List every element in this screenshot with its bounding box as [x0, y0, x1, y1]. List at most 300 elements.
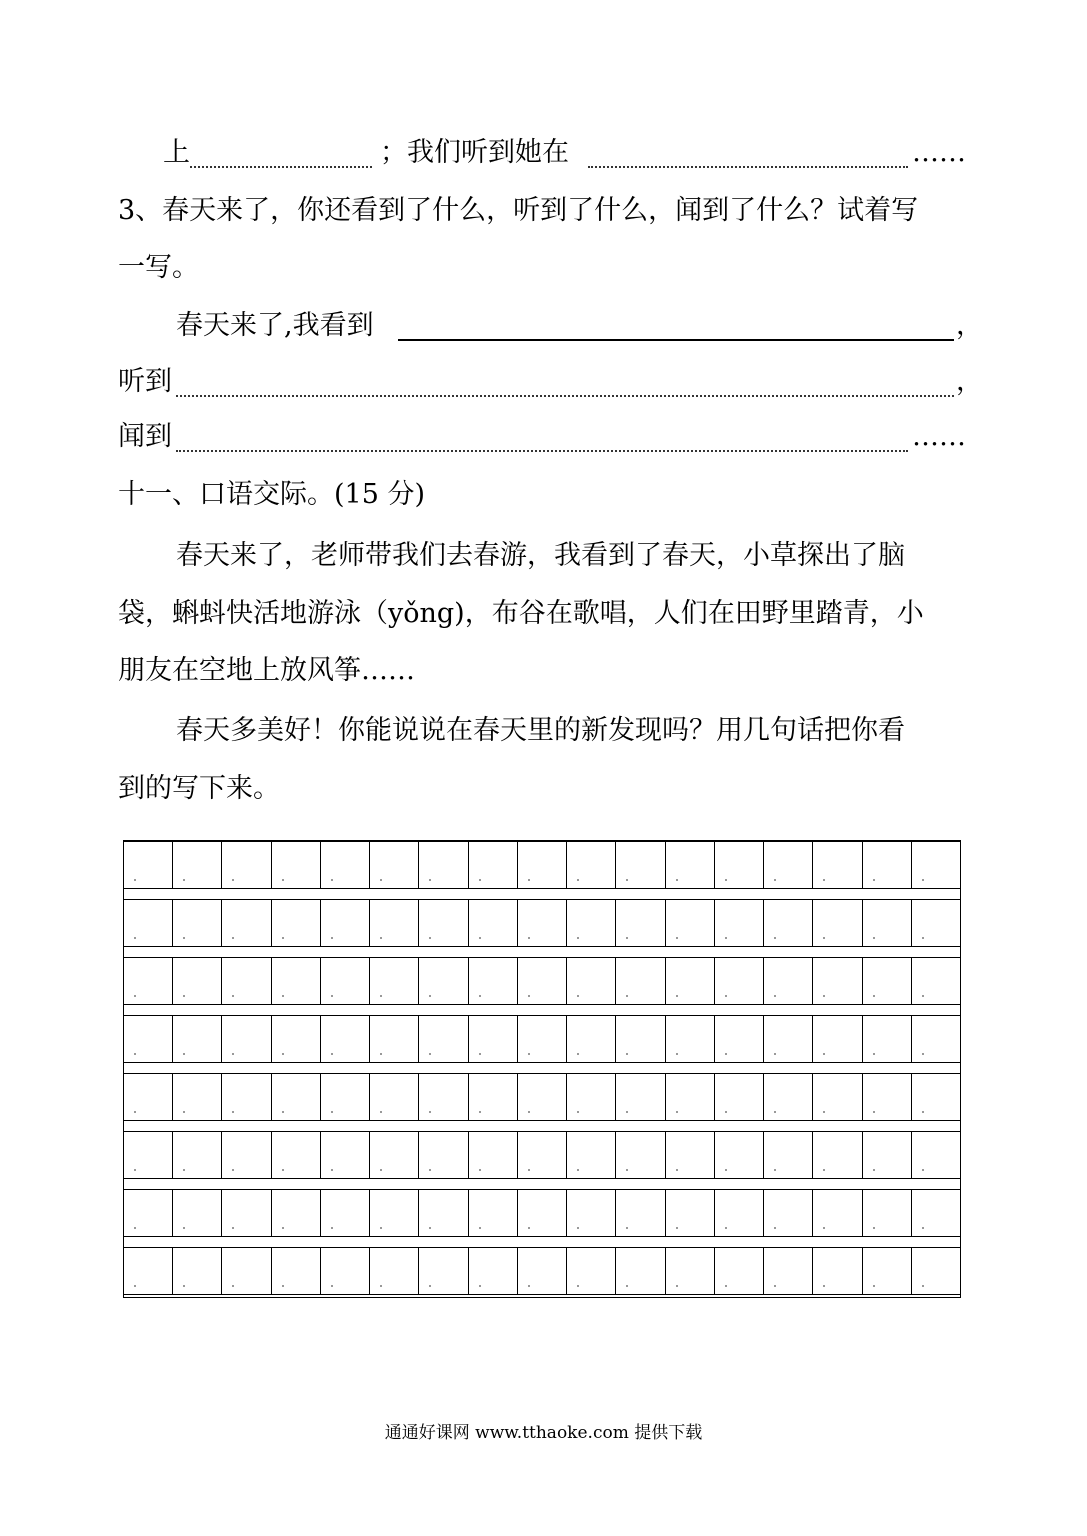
- grid-cell[interactable]: [469, 1074, 518, 1120]
- grid-cell[interactable]: [764, 1016, 813, 1062]
- cell-dot: [774, 1111, 776, 1113]
- writing-grid[interactable]: [123, 840, 961, 1298]
- grid-cell[interactable]: [567, 842, 616, 888]
- cell-dot: [331, 1111, 333, 1113]
- grid-cell[interactable]: [764, 1132, 813, 1178]
- blank-1a[interactable]: [190, 166, 372, 168]
- grid-cell[interactable]: [616, 1132, 665, 1178]
- cell-dot: [282, 937, 284, 939]
- grid-row: [124, 899, 960, 947]
- grid-cell[interactable]: [518, 900, 567, 946]
- cell-dot: [626, 937, 628, 939]
- cell-dot: [331, 937, 333, 939]
- cell-dot: [922, 937, 924, 939]
- grid-cell[interactable]: [518, 1248, 567, 1294]
- grid-cell[interactable]: [173, 842, 222, 888]
- cell-dot: [232, 937, 234, 939]
- cell-dot: [626, 1285, 628, 1287]
- grid-row: [124, 957, 960, 1005]
- cell-dot: [676, 1227, 678, 1229]
- grid-cell[interactable]: [222, 1190, 271, 1236]
- grid-cell[interactable]: [666, 1248, 715, 1294]
- grid-cell[interactable]: [616, 1016, 665, 1062]
- grid-cell[interactable]: [124, 1132, 173, 1178]
- grid-cell[interactable]: [173, 1132, 222, 1178]
- grid-cell[interactable]: [419, 842, 468, 888]
- cell-dot: [380, 879, 382, 881]
- cell-dot: [873, 1285, 875, 1287]
- cell-dot: [774, 995, 776, 997]
- grid-cell[interactable]: [863, 1132, 912, 1178]
- grid-cell[interactable]: [912, 1132, 960, 1178]
- cell-dot: [282, 1285, 284, 1287]
- cell-dot: [331, 879, 333, 881]
- grid-cell[interactable]: [124, 958, 173, 1004]
- grid-cell[interactable]: [813, 842, 862, 888]
- cell-dot: [823, 937, 825, 939]
- cell-dot: [774, 1169, 776, 1171]
- cell-dot: [282, 879, 284, 881]
- cell-dot: [873, 1169, 875, 1171]
- cell-dot: [429, 995, 431, 997]
- cell-dot: [134, 1169, 136, 1171]
- grid-cell[interactable]: [419, 958, 468, 1004]
- grid-cell[interactable]: [764, 1190, 813, 1236]
- cell-dot: [183, 879, 185, 881]
- cell-dot: [479, 1169, 481, 1171]
- cell-dot: [232, 1169, 234, 1171]
- grid-cell[interactable]: [419, 1190, 468, 1236]
- fill-see-label: 春天来了,我看到: [176, 310, 374, 341]
- cell-dot: [429, 1111, 431, 1113]
- cell-dot: [725, 1169, 727, 1171]
- cell-dot: [577, 995, 579, 997]
- grid-cell[interactable]: [863, 842, 912, 888]
- cell-dot: [183, 1169, 185, 1171]
- fill-see-blank[interactable]: [398, 339, 954, 341]
- grid-cell[interactable]: [469, 1132, 518, 1178]
- grid-cell[interactable]: [616, 1190, 665, 1236]
- grid-cell[interactable]: [912, 1190, 960, 1236]
- cell-dot: [725, 1053, 727, 1055]
- grid-row: [124, 841, 960, 889]
- section-11-paragraph-2-line-1: 春天多美好！你能说说在春天里的新发现吗？用几句话把你看: [176, 715, 905, 746]
- cell-dot: [331, 1285, 333, 1287]
- grid-cell[interactable]: [272, 958, 321, 1004]
- cell-dot: [528, 1227, 530, 1229]
- cell-dot: [774, 879, 776, 881]
- fill-see-line: 春天来了,我看到 ，: [0, 301, 1087, 351]
- grid-cell[interactable]: [222, 958, 271, 1004]
- cell-dot: [380, 937, 382, 939]
- cell-dot: [380, 1227, 382, 1229]
- cell-dot: [183, 1053, 185, 1055]
- cell-dot: [577, 1111, 579, 1113]
- grid-cell[interactable]: [272, 1132, 321, 1178]
- cell-dot: [528, 1169, 530, 1171]
- cell-dot: [380, 1285, 382, 1287]
- cell-dot: [429, 1285, 431, 1287]
- grid-cell[interactable]: [715, 1248, 764, 1294]
- grid-cell[interactable]: [666, 842, 715, 888]
- grid-cell[interactable]: [764, 900, 813, 946]
- cell-dot: [922, 1053, 924, 1055]
- grid-cell[interactable]: [813, 900, 862, 946]
- cell-dot: [922, 1227, 924, 1229]
- grid-cell[interactable]: [419, 1248, 468, 1294]
- grid-cell[interactable]: [370, 1074, 419, 1120]
- grid-cell[interactable]: [863, 958, 912, 1004]
- grid-cell[interactable]: [469, 958, 518, 1004]
- cell-dot: [429, 1053, 431, 1055]
- grid-cell[interactable]: [567, 958, 616, 1004]
- grid-cell[interactable]: [272, 842, 321, 888]
- cell-dot: [134, 1111, 136, 1113]
- cell-dot: [577, 879, 579, 881]
- grid-cell[interactable]: [272, 1074, 321, 1120]
- cell-dot: [134, 1227, 136, 1229]
- cell-dot: [873, 879, 875, 881]
- grid-cell[interactable]: [616, 1074, 665, 1120]
- cell-dot: [577, 1285, 579, 1287]
- grid-cell[interactable]: [518, 1016, 567, 1062]
- cell-dot: [232, 995, 234, 997]
- cell-dot: [134, 995, 136, 997]
- grid-cell[interactable]: [272, 1190, 321, 1236]
- section-11-paragraph-1-line-3: 朋友在空地上放风筝……: [118, 655, 415, 686]
- section-11-paragraph-2-line-2: 到的写下来。: [118, 773, 280, 804]
- grid-cell[interactable]: [272, 1248, 321, 1294]
- cell-dot: [134, 879, 136, 881]
- cell-dot: [873, 1227, 875, 1229]
- grid-cell[interactable]: [124, 1190, 173, 1236]
- cell-dot: [823, 1111, 825, 1113]
- grid-cell[interactable]: [616, 842, 665, 888]
- grid-cell[interactable]: [813, 1248, 862, 1294]
- grid-cell[interactable]: [764, 958, 813, 1004]
- cell-dot: [577, 937, 579, 939]
- cell-dot: [183, 937, 185, 939]
- section-11-heading: 十一、口语交际。(15 分): [118, 479, 426, 510]
- grid-cell[interactable]: [912, 1248, 960, 1294]
- grid-cell[interactable]: [863, 1190, 912, 1236]
- grid-cell[interactable]: [764, 842, 813, 888]
- grid-cell[interactable]: [863, 900, 912, 946]
- grid-cell[interactable]: [222, 1248, 271, 1294]
- grid-cell[interactable]: [518, 1132, 567, 1178]
- cell-dot: [626, 1053, 628, 1055]
- grid-cell[interactable]: [173, 1248, 222, 1294]
- cell-dot: [134, 1285, 136, 1287]
- grid-cell[interactable]: [863, 1248, 912, 1294]
- grid-cell[interactable]: [715, 1074, 764, 1120]
- cell-dot: [479, 1111, 481, 1113]
- grid-cell[interactable]: [469, 842, 518, 888]
- cell-dot: [429, 1227, 431, 1229]
- grid-cell[interactable]: [124, 842, 173, 888]
- cell-dot: [232, 879, 234, 881]
- section-11-paragraph-1-line-1: 春天来了，老师带我们去春游，我看到了春天，小草探出了脑: [176, 540, 905, 571]
- cell-dot: [626, 1169, 628, 1171]
- cell-dot: [922, 1111, 924, 1113]
- line1-start: 上: [163, 137, 190, 168]
- grid-cell[interactable]: [567, 1132, 616, 1178]
- grid-cell[interactable]: [912, 1016, 960, 1062]
- question-3-line-2: 一写。: [118, 252, 199, 283]
- grid-cell[interactable]: [813, 958, 862, 1004]
- fill-smell-line: 闻到 ……: [0, 412, 1087, 462]
- cell-dot: [922, 1285, 924, 1287]
- cell-dot: [676, 937, 678, 939]
- cell-dot: [134, 1053, 136, 1055]
- grid-cell[interactable]: [863, 1074, 912, 1120]
- grid-cell[interactable]: [272, 900, 321, 946]
- cell-dot: [774, 1053, 776, 1055]
- cell-dot: [479, 995, 481, 997]
- grid-cell[interactable]: [419, 900, 468, 946]
- cell-dot: [183, 1227, 185, 1229]
- cell-dot: [922, 995, 924, 997]
- cell-dot: [823, 879, 825, 881]
- grid-cell[interactable]: [419, 1016, 468, 1062]
- question-3-line-1: 3、春天来了，你还看到了什么，听到了什么，闻到了什么？试着写: [118, 195, 919, 226]
- grid-row: [124, 1131, 960, 1179]
- cell-dot: [232, 1053, 234, 1055]
- grid-cell[interactable]: [616, 958, 665, 1004]
- cell-dot: [183, 1111, 185, 1113]
- cell-dot: [823, 1053, 825, 1055]
- cell-dot: [429, 937, 431, 939]
- grid-cell[interactable]: [222, 1074, 271, 1120]
- grid-cell[interactable]: [173, 1016, 222, 1062]
- cell-dot: [873, 1053, 875, 1055]
- grid-cell[interactable]: [715, 1132, 764, 1178]
- cell-dot: [676, 1053, 678, 1055]
- cell-dot: [429, 879, 431, 881]
- grid-cell[interactable]: [272, 1016, 321, 1062]
- cell-dot: [823, 995, 825, 997]
- grid-cell[interactable]: [666, 958, 715, 1004]
- cell-dot: [232, 1227, 234, 1229]
- cell-dot: [725, 937, 727, 939]
- cell-dot: [676, 995, 678, 997]
- grid-cell[interactable]: [370, 1190, 419, 1236]
- grid-cell[interactable]: [912, 1074, 960, 1120]
- grid-cell[interactable]: [912, 958, 960, 1004]
- cell-dot: [282, 1227, 284, 1229]
- cell-dot: [626, 1227, 628, 1229]
- grid-cell[interactable]: [173, 900, 222, 946]
- fill-smell-label: 闻到: [118, 421, 172, 452]
- grid-cell[interactable]: [616, 900, 665, 946]
- grid-cell[interactable]: [715, 900, 764, 946]
- grid-cell[interactable]: [666, 1132, 715, 1178]
- grid-cell[interactable]: [222, 900, 271, 946]
- grid-cell[interactable]: [863, 1016, 912, 1062]
- grid-cell[interactable]: [124, 1016, 173, 1062]
- cell-dot: [676, 879, 678, 881]
- grid-cell[interactable]: [567, 1248, 616, 1294]
- grid-cell[interactable]: [616, 1248, 665, 1294]
- blank-1b[interactable]: [588, 166, 908, 168]
- grid-cell[interactable]: [370, 958, 419, 1004]
- fill-smell-blank[interactable]: [176, 450, 908, 452]
- grid-cell[interactable]: [469, 1016, 518, 1062]
- cell-dot: [528, 879, 530, 881]
- cell-dot: [331, 1169, 333, 1171]
- grid-cell[interactable]: [419, 1132, 468, 1178]
- cell-dot: [774, 937, 776, 939]
- cell-dot: [725, 1285, 727, 1287]
- cell-dot: [331, 1227, 333, 1229]
- cell-dot: [922, 879, 924, 881]
- cell-dot: [183, 1285, 185, 1287]
- cell-dot: [232, 1285, 234, 1287]
- cell-dot: [823, 1285, 825, 1287]
- grid-cell[interactable]: [666, 1074, 715, 1120]
- grid-cell[interactable]: [666, 1016, 715, 1062]
- grid-cell[interactable]: [419, 1074, 468, 1120]
- cell-dot: [331, 1053, 333, 1055]
- cell-dot: [380, 1169, 382, 1171]
- grid-cell[interactable]: [518, 842, 567, 888]
- cell-dot: [282, 995, 284, 997]
- cell-dot: [873, 995, 875, 997]
- grid-cell[interactable]: [813, 1132, 862, 1178]
- grid-cell[interactable]: [370, 900, 419, 946]
- grid-cell[interactable]: [813, 1016, 862, 1062]
- grid-cell[interactable]: [518, 1190, 567, 1236]
- grid-cell[interactable]: [666, 1190, 715, 1236]
- cell-dot: [725, 1227, 727, 1229]
- cell-dot: [380, 1053, 382, 1055]
- cell-dot: [823, 1227, 825, 1229]
- cell-dot: [331, 995, 333, 997]
- grid-cell[interactable]: [321, 1190, 370, 1236]
- cell-dot: [282, 1169, 284, 1171]
- grid-row: [124, 1015, 960, 1063]
- section-11-paragraph-1-line-2: 袋，蝌蚪快活地游泳（yǒng)，布谷在歌唱，人们在田野里踏青，小: [118, 598, 924, 629]
- cell-dot: [282, 1111, 284, 1113]
- grid-cell[interactable]: [813, 1074, 862, 1120]
- cell-dot: [232, 1111, 234, 1113]
- grid-cell[interactable]: [912, 900, 960, 946]
- cell-dot: [134, 937, 136, 939]
- grid-cell[interactable]: [813, 1190, 862, 1236]
- grid-cell[interactable]: [370, 1248, 419, 1294]
- cell-dot: [676, 1285, 678, 1287]
- grid-cell[interactable]: [715, 958, 764, 1004]
- grid-cell[interactable]: [370, 1132, 419, 1178]
- grid-cell[interactable]: [321, 958, 370, 1004]
- grid-cell[interactable]: [567, 1074, 616, 1120]
- grid-cell[interactable]: [567, 1016, 616, 1062]
- cell-dot: [577, 1227, 579, 1229]
- cell-dot: [528, 1285, 530, 1287]
- grid-cell[interactable]: [715, 842, 764, 888]
- grid-cell[interactable]: [764, 1074, 813, 1120]
- cell-dot: [528, 995, 530, 997]
- grid-cell[interactable]: [764, 1248, 813, 1294]
- fill-line-1: [0, 128, 1087, 178]
- cell-dot: [676, 1169, 678, 1171]
- grid-cell[interactable]: [370, 1016, 419, 1062]
- cell-dot: [528, 937, 530, 939]
- cell-dot: [528, 1111, 530, 1113]
- grid-cell[interactable]: [321, 1248, 370, 1294]
- grid-row: [124, 1189, 960, 1237]
- cell-dot: [479, 1285, 481, 1287]
- line1-end: ……: [912, 137, 966, 168]
- grid-row: [124, 1247, 960, 1295]
- grid-cell[interactable]: [469, 1248, 518, 1294]
- grid-cell[interactable]: [370, 842, 419, 888]
- grid-cell[interactable]: [222, 1016, 271, 1062]
- grid-cell[interactable]: [469, 900, 518, 946]
- fill-hear-blank[interactable]: [176, 395, 954, 397]
- line1-mid: ；我们听到她在: [380, 137, 569, 168]
- cell-dot: [528, 1053, 530, 1055]
- grid-cell[interactable]: [124, 900, 173, 946]
- cell-dot: [429, 1169, 431, 1171]
- cell-dot: [479, 937, 481, 939]
- cell-dot: [774, 1285, 776, 1287]
- cell-dot: [577, 1053, 579, 1055]
- cell-dot: [823, 1169, 825, 1171]
- cell-dot: [725, 1111, 727, 1113]
- grid-cell[interactable]: [222, 842, 271, 888]
- grid-cell[interactable]: [321, 1016, 370, 1062]
- cell-dot: [626, 995, 628, 997]
- cell-dot: [282, 1053, 284, 1055]
- grid-cell[interactable]: [321, 1132, 370, 1178]
- footer-credit: 通通好课网 www.tthaoke.com 提供下载: [384, 1423, 703, 1443]
- grid-cell[interactable]: [666, 900, 715, 946]
- cell-dot: [479, 879, 481, 881]
- grid-cell[interactable]: [518, 958, 567, 1004]
- fill-hear-line: 听到 ，: [0, 357, 1087, 407]
- grid-cell[interactable]: [469, 1190, 518, 1236]
- fill-hear-label: 听到: [118, 366, 172, 397]
- grid-cell[interactable]: [567, 900, 616, 946]
- cell-dot: [725, 995, 727, 997]
- grid-cell[interactable]: [321, 842, 370, 888]
- cell-dot: [479, 1053, 481, 1055]
- grid-cell[interactable]: [124, 1074, 173, 1120]
- grid-cell[interactable]: [567, 1190, 616, 1236]
- cell-dot: [626, 1111, 628, 1113]
- grid-cell[interactable]: [715, 1016, 764, 1062]
- grid-cell[interactable]: [321, 900, 370, 946]
- cell-dot: [380, 995, 382, 997]
- cell-dot: [774, 1227, 776, 1229]
- grid-cell[interactable]: [173, 1074, 222, 1120]
- cell-dot: [676, 1111, 678, 1113]
- grid-cell[interactable]: [222, 1132, 271, 1178]
- grid-cell[interactable]: [173, 958, 222, 1004]
- cell-dot: [380, 1111, 382, 1113]
- cell-dot: [873, 937, 875, 939]
- grid-row: [124, 1073, 960, 1121]
- grid-cell[interactable]: [715, 1190, 764, 1236]
- grid-cell[interactable]: [173, 1190, 222, 1236]
- grid-cell[interactable]: [321, 1074, 370, 1120]
- grid-cell[interactable]: [124, 1248, 173, 1294]
- grid-cell[interactable]: [912, 842, 960, 888]
- grid-cell[interactable]: [518, 1074, 567, 1120]
- cell-dot: [626, 879, 628, 881]
- cell-dot: [873, 1111, 875, 1113]
